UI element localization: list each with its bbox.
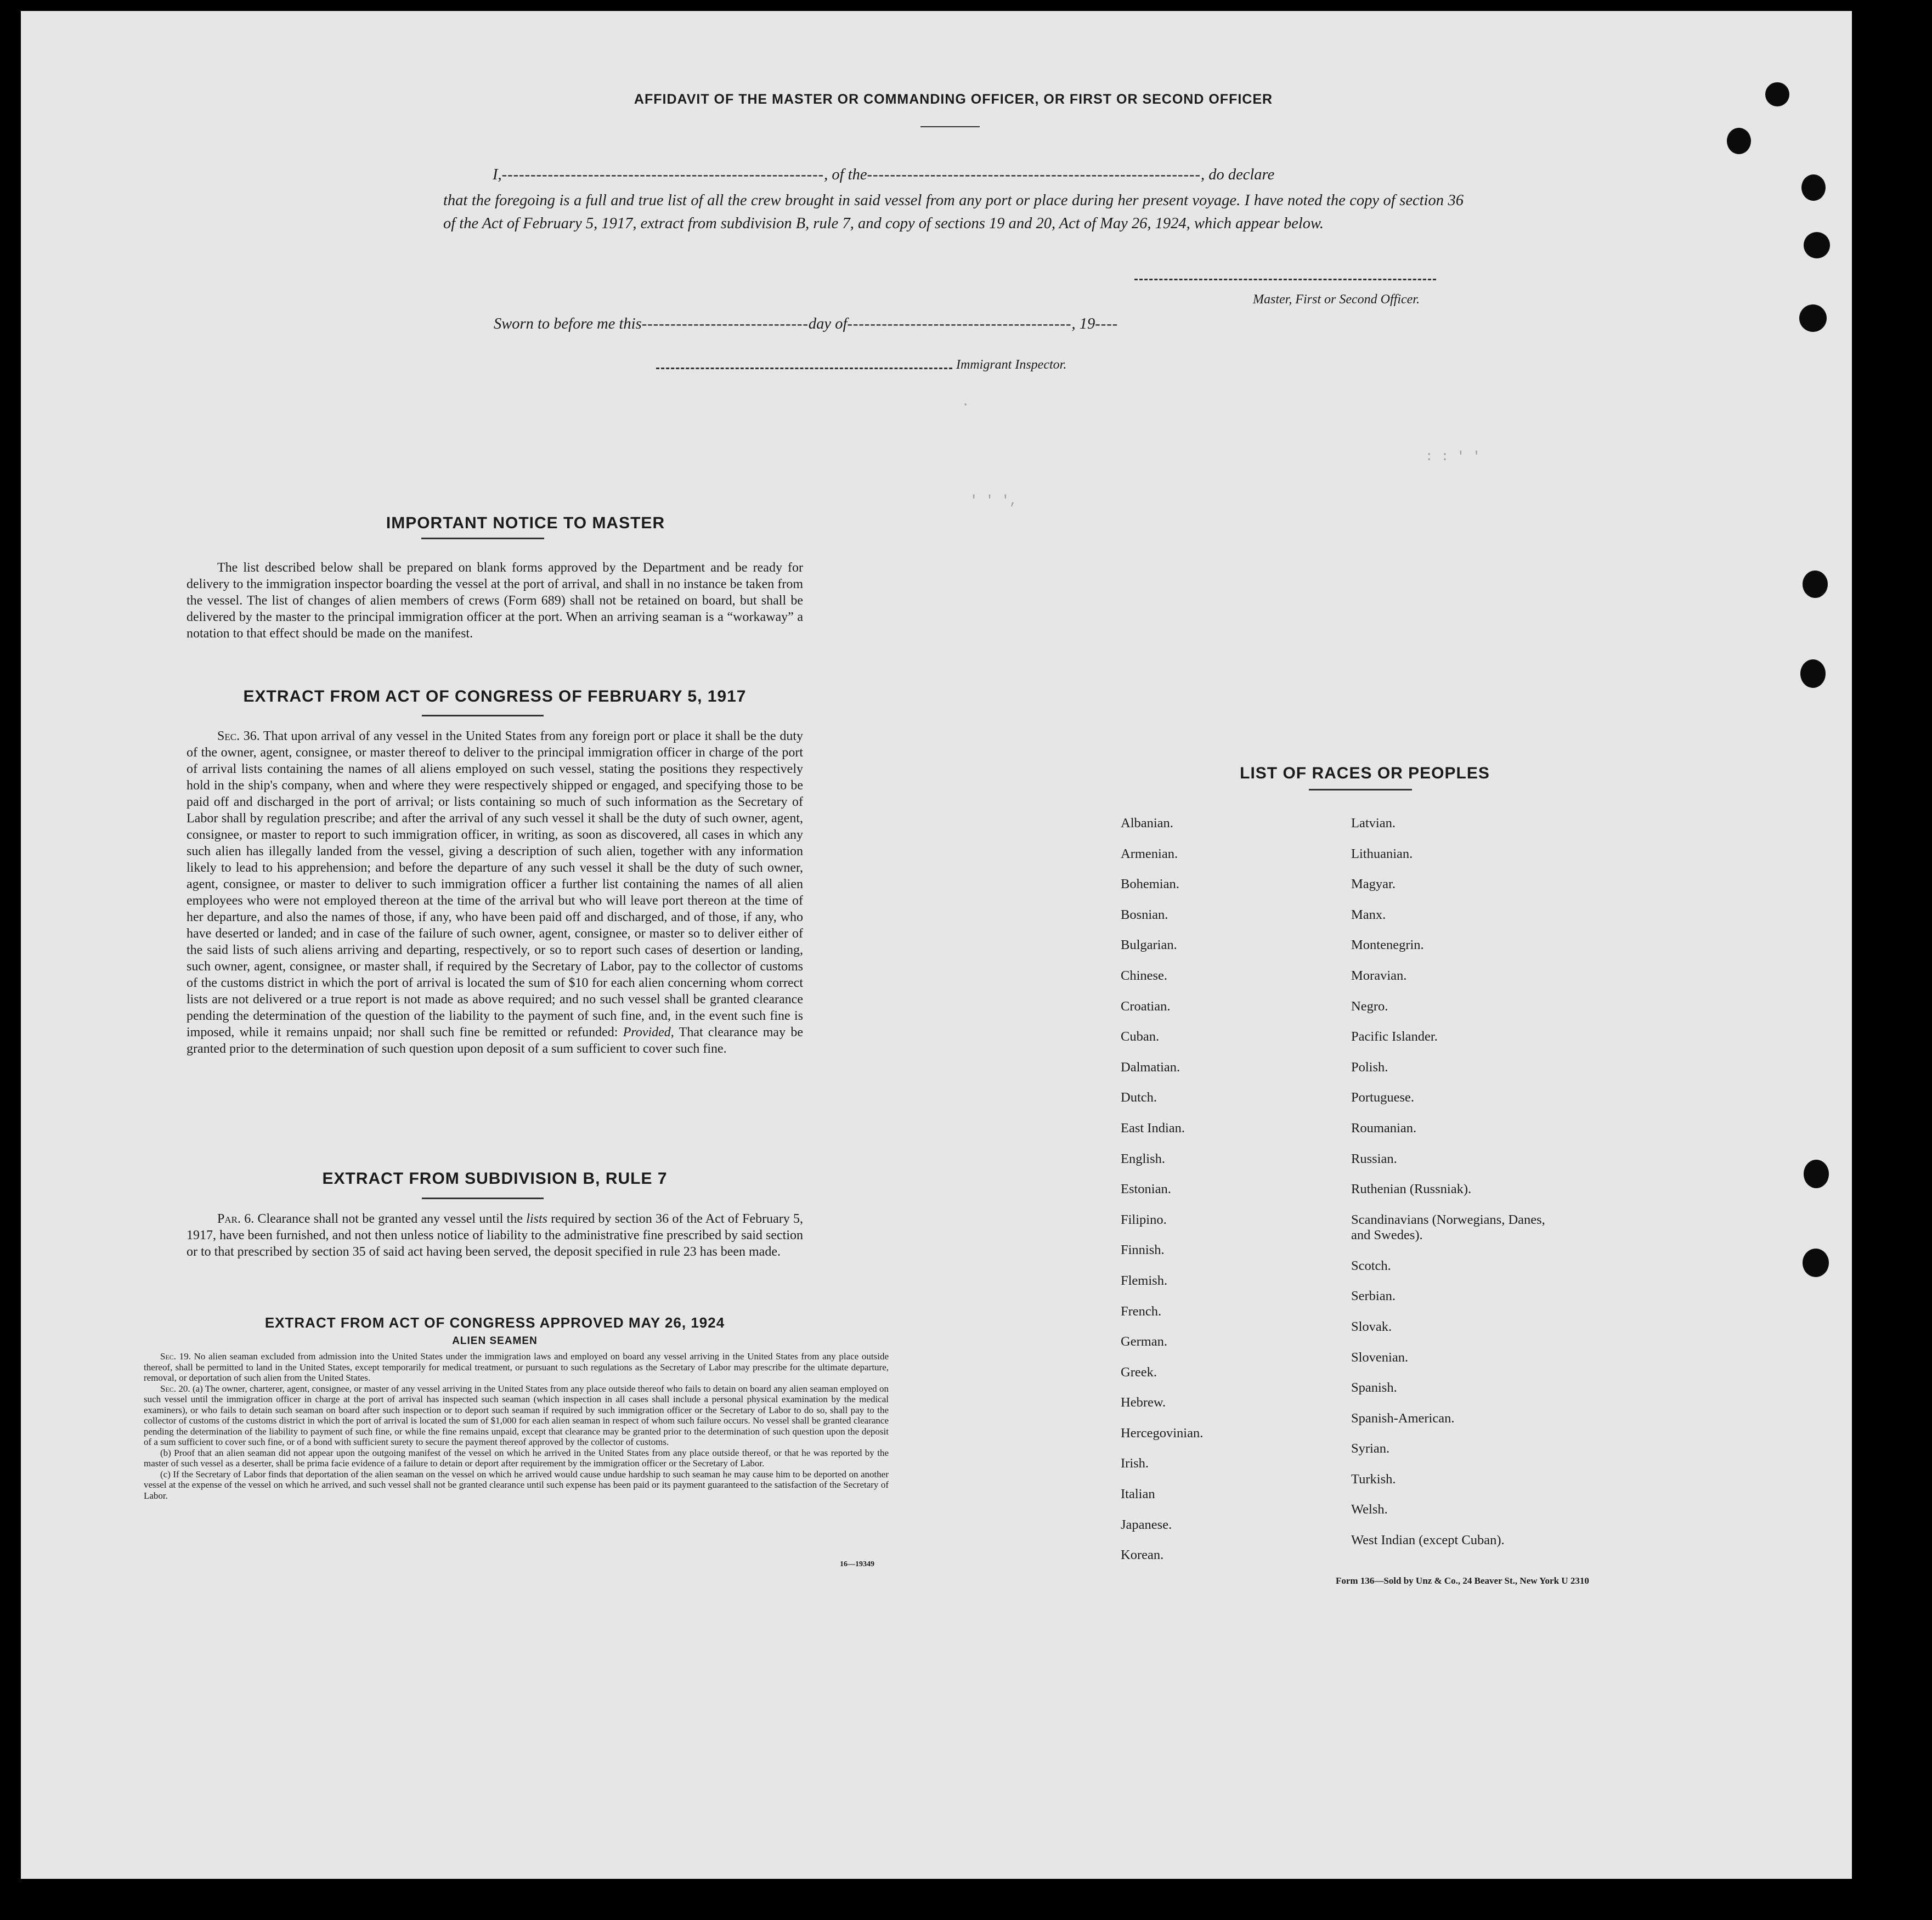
sec-19-label: Sec. 19. — [160, 1351, 191, 1362]
bleed-through: ' ' ', — [970, 494, 1018, 509]
race-item: Flemish. — [1121, 1273, 1168, 1288]
race-item: Armenian. — [1121, 846, 1178, 861]
sworn-prefix: Sworn to before me this — [494, 315, 642, 332]
race-item: Manx. — [1351, 907, 1386, 922]
sec-20a-text: (a) The owner, charterer, agent, consignee, or master of any vessel arriving in the United States from any place outside thereof who fails to detain on board any alien seaman employed on such vessel until the immigration officer in charge at the port of arrival has inspected such seaman (which inspection in all cases shall include a personal physical examination by the medical examiners), or who fails to detain such seaman on board after such inspection or to deport such seaman if required by such immigration officer or the Secretary of Labor to do so, shall pay to the collector of customs of the customs district in which the port of arrival is located the sum of $1,000 for each alien seaman in respect of whom such failure occurs. No vessel shall be granted clearance pending the determination of the liability to payment of such fine, or while the fine remains unpaid, except that clearance may be granted prior to the determination of such question upon the deposit of a sum sufficient to cover such fine, or of a bond with sufficient surety to secure the payment thereof approved by the collector of customs. — [144, 1383, 889, 1447]
bleed-through: : : ' ' — [1425, 450, 1481, 465]
name-blank[interactable]: -------------------------------------------------------- — [501, 166, 824, 183]
rule7-title: EXTRACT FROM SUBDIVISION B, RULE 7 — [322, 1170, 668, 1188]
sworn-day-of: day of — [808, 315, 848, 332]
race-item: Italian — [1121, 1487, 1155, 1502]
provided-text: That clearance may be granted prior to the determination of such question upon deposit of a sum sufficient to cover such fine. — [187, 1025, 804, 1056]
affidavit-of-the: , of the — [824, 166, 867, 183]
race-item: Negro. — [1351, 998, 1388, 1014]
bleed-through: . — [962, 395, 970, 410]
alien-seamen-subtitle: ALIEN SEAMEN — [452, 1335, 538, 1347]
affidavit-body — [443, 189, 1464, 235]
affidavit-title-rule — [920, 126, 980, 127]
extract-1917-title: EXTRACT FROM ACT OF CONGRESS OF FEBRUARY 5, 1917 — [243, 687, 747, 705]
race-item: Latvian. — [1351, 816, 1396, 831]
affidavit-do-declare: , do declare — [1200, 166, 1275, 183]
extract-1917-text — [187, 728, 803, 1057]
race-item: Scotch. — [1351, 1258, 1391, 1273]
race-item: Turkish. — [1351, 1471, 1396, 1487]
race-item: Chinese. — [1121, 968, 1168, 983]
sworn-year-blank[interactable]: ---- — [1095, 315, 1118, 332]
race-item: Polish. — [1351, 1059, 1388, 1075]
race-item: Lithuanian. — [1351, 846, 1413, 861]
race-item: Bohemian. — [1121, 877, 1179, 892]
notice-title: IMPORTANT NOTICE TO MASTER — [386, 514, 665, 532]
race-item: Syrian. — [1351, 1441, 1390, 1456]
race-item: Moravian. — [1351, 968, 1407, 983]
sworn-year: , 19 — [1071, 315, 1095, 332]
race-item: Spanish. — [1351, 1380, 1397, 1396]
document-page — [21, 11, 1852, 1879]
race-item: Magyar. — [1351, 877, 1396, 892]
par-6-label: Par. 6. — [217, 1212, 255, 1226]
race-item: Filipino. — [1121, 1212, 1167, 1227]
punch-hole — [1800, 659, 1826, 688]
inspector-label: Immigrant Inspector. — [956, 358, 1067, 372]
race-item: English. — [1121, 1151, 1165, 1166]
sworn-statement — [494, 315, 1207, 333]
race-item: French. — [1121, 1303, 1162, 1319]
form-info: Form 136—Sold by Unz & Co., 24 Beaver St., New York U 2310 — [1336, 1575, 1589, 1586]
race-item: Ruthenian (Russniak). — [1351, 1182, 1472, 1197]
race-item: Estonian. — [1121, 1182, 1171, 1197]
race-item: Bosnian. — [1121, 907, 1168, 922]
affidavit-declaration-line — [493, 166, 1464, 184]
race-item: Hercegovinian. — [1121, 1425, 1204, 1441]
race-item: Bulgarian. — [1121, 938, 1177, 953]
race-item: Slovak. — [1351, 1319, 1392, 1334]
race-item: West Indian (except Cuban). — [1351, 1533, 1505, 1548]
race-item: Portuguese. — [1351, 1090, 1414, 1105]
punch-hole — [1799, 304, 1827, 332]
vessel-blank[interactable]: ---------------------------------------------------------- — [867, 166, 1201, 183]
extract-1924-text — [144, 1351, 889, 1501]
notice-text: The list described below shall be prepared on blank forms approved by the Department and be ready for delivery to the immigration inspector boarding the vessel at the port of arrival, and shall in no instance be taken from the vessel. The list of changes of alien members of crews (Form 689) shall not be retained on board, but shall be delivered by the master to the principal immigration officer at the port. When an arriving seaman is a “workaway” a notation to that effect should be made on the manifest. — [187, 561, 803, 641]
races-left-column — [1121, 816, 1373, 1578]
race-item: Scandinavians (Norwegians, Danes, and Swedes). — [1351, 1212, 1545, 1243]
sec-20b-paragraph: (b) Proof that an alien seaman did not appear upon the outgoing manifest of the vessel on which he arrived in the United States from any place outside thereof, or that he was reported by the master of such vessel as a deserter, shall be prima facie evidence of a failure to detain or deport after requirement by the immigration officer or the Secretary of Labor. — [144, 1447, 889, 1469]
affidavit-body-text: that the foregoing is a full and true list of all the crew brought in said vessel from any port or place during her present voyage. I have noted the copy of section 36 of the Act of February 5, 1917, extract from subdivision B, rule 7, and copy of sections 19 and 20, Act of May 26, 1924, which appear below. — [443, 192, 1464, 232]
punch-hole — [1803, 571, 1828, 598]
rule7-text-a: Clearance shall not be granted any vessel until the — [257, 1212, 523, 1226]
races-title-rule — [1309, 789, 1412, 790]
master-signature-field[interactable] — [1134, 279, 1436, 280]
notice-title-rule — [421, 538, 544, 539]
print-number: 16—19349 — [840, 1560, 874, 1568]
sec-19-text: No alien seaman excluded from admission into the United States under the immigration laws and employed on board any vessel arriving in the United States from any place outside thereof, shall be permitted to land in the United States, except temporarily for medical treatment, or pursuant to such regulations as the Secretary of Labor may prescribe for the ultimate departure, removal, or deportation of such alien from the United States. — [144, 1351, 889, 1383]
races-right-column — [1351, 816, 1603, 1563]
punch-hole — [1727, 128, 1751, 154]
race-item: Croatian. — [1121, 998, 1171, 1014]
race-item: Finnish. — [1121, 1243, 1165, 1258]
race-item: Albanian. — [1121, 816, 1173, 831]
race-item: Hebrew. — [1121, 1395, 1166, 1410]
punch-hole — [1803, 1249, 1829, 1277]
sec-19-paragraph — [144, 1351, 889, 1383]
races-title: LIST OF RACES OR PEOPLES — [1240, 764, 1490, 782]
affidavit-title: AFFIDAVIT OF THE MASTER OR COMMANDING OFFICER, OR FIRST OR SECOND OFFICER — [634, 92, 1273, 107]
race-item: East Indian. — [1121, 1120, 1185, 1136]
inspector-signature-field[interactable] — [656, 368, 952, 369]
race-item: Dutch. — [1121, 1090, 1157, 1105]
race-item: Korean. — [1121, 1548, 1164, 1563]
punch-hole — [1804, 1160, 1829, 1188]
punch-hole — [1801, 174, 1826, 201]
race-item: Dalmatian. — [1121, 1059, 1180, 1075]
race-item: Pacific Islander. — [1351, 1029, 1438, 1044]
race-item: Russian. — [1351, 1151, 1397, 1166]
sec-36-label: Sec. 36. — [217, 729, 260, 743]
sec-20c-paragraph: (c) If the Secretary of Labor finds that deportation of the alien seaman on the vessel on which he arrived would cause undue hardship to such seaman he may cause him to be deported on another vessel at the expense of the vessel on which he arrived, and such vessel shall not be granted clearance until such expense has been paid or its payment guaranteed to the satisfaction of the Secretary of Labor. — [144, 1469, 889, 1501]
race-item: Japanese. — [1121, 1517, 1172, 1532]
race-item: German. — [1121, 1334, 1168, 1349]
sec-36-text: That upon arrival of any vessel in the United States from any foreign port or place it shall be the duty of the owner, agent, consignee, or master thereof to deliver to the principal immigration officer in charge of the port of arrival lists containing the names of all aliens employed on such vessel, stating the positions they respectively hold in the ship's company, when and where they were respectively shipped or engaged, and specifying those to be paid off and discharged in the port of arrival; or lists containing so much of such information as the Secretary of Labor shall by regulation prescribe; and after the arrival of any such vessel it shall be the duty of such owner, agent, consignee, or master to report to such immigration officer, in writing, as soon as discovered, all cases in which any such alien has illegally landed from the vessel, giving a description of such alien, together with any information likely to lead to his apprehension; and before the departure of any such vessel it shall be the duty of such owner, agent, consignee, or master to deliver to such immigration officer a further list containing the names of all alien employees who were not employed thereon at the time of the arrival but who will leave port thereon at the time of her departure, and also the names of those, if any, who have been paid off and discharged, and of those, if any, who have deserted or landed; and in case of the failure of such owner, agent, consignee, or master so to deliver either of the said lists of such aliens arriving and departing, respectively, or so to report such cases of desertion or landing, such owner, agent, consignee, or master shall, if required by the Secretary of Labor, pay to the collector of customs of the customs district in which the port of arrival is located the sum of $10 for each alien concerning whom correct lists are not delivered or a true report is not made as above required; and no such vessel shall be granted clearance pending the determination of the question of the liability to the payment of such fine, and, in the event such fine is imposed, while it remains unpaid; nor shall such fine be remitted or refunded: — [187, 729, 803, 1040]
race-item: Irish. — [1121, 1456, 1149, 1471]
race-item: Greek. — [1121, 1364, 1157, 1380]
rule7-text — [187, 1211, 803, 1260]
race-item: Welsh. — [1351, 1502, 1388, 1517]
race-item: Montenegrin. — [1351, 938, 1424, 953]
punch-hole — [1765, 82, 1789, 106]
race-item: Spanish-American. — [1351, 1410, 1455, 1426]
provided-label: Provided, — [623, 1025, 674, 1040]
sec-20a-paragraph — [144, 1383, 889, 1448]
affidavit-i: I, — [493, 166, 502, 183]
extract-1917-rule — [422, 715, 544, 716]
lists-word: lists — [526, 1212, 547, 1226]
punch-hole — [1804, 232, 1830, 258]
rule7-rule — [422, 1198, 544, 1199]
race-item: Roumanian. — [1351, 1120, 1417, 1136]
rule7-text-b: required by section 36 of the Act of February 5, 1917, have been furnished, and not then unless notice of liability to the administrative fine prescribed by said section or to that prescribed by section 35 of said act having been served, the deposit specified in rule 23 has been made. — [187, 1212, 804, 1259]
extract-1924-title: EXTRACT FROM ACT OF CONGRESS APPROVED MAY 26, 1924 — [264, 1314, 725, 1331]
race-item: Serbian. — [1351, 1289, 1396, 1304]
sworn-month-blank[interactable]: --------------------------------------- — [847, 315, 1072, 332]
sworn-day-blank[interactable]: ----------------------------- — [641, 315, 809, 332]
race-item: Slovenian. — [1351, 1349, 1409, 1365]
master-signature-label: Master, First or Second Officer. — [1253, 292, 1420, 307]
race-item: Cuban. — [1121, 1029, 1160, 1044]
sec-20-label: Sec. 20. — [160, 1383, 190, 1394]
